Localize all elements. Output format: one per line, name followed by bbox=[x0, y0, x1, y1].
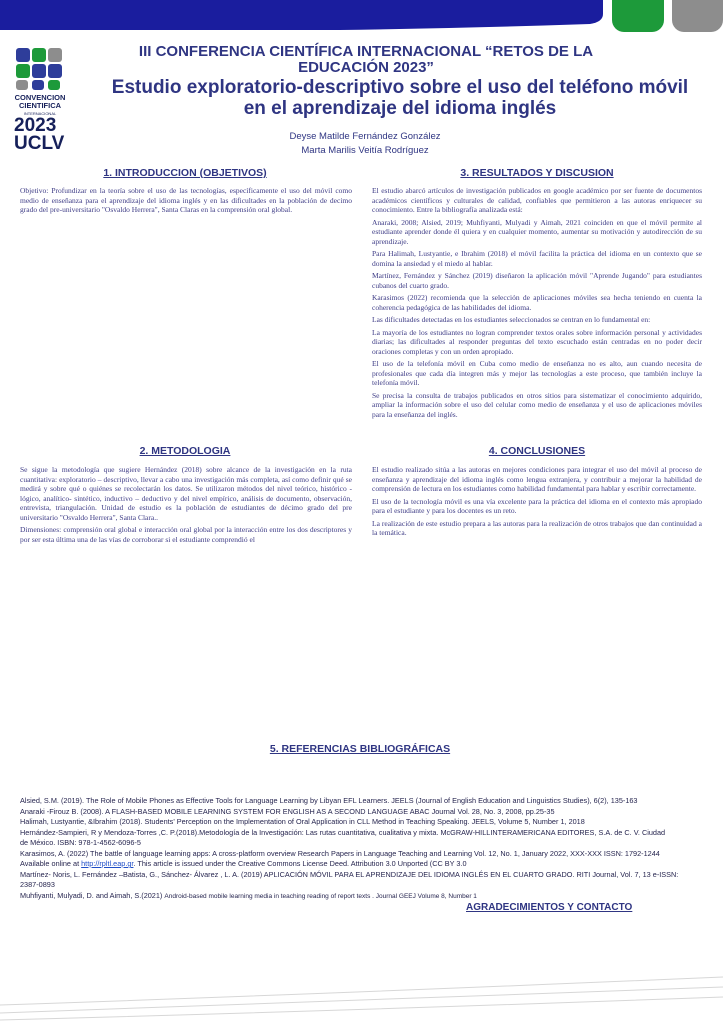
method-heading: 2. METODOLOGIA bbox=[139, 445, 231, 457]
reference-item: Muhfiyanti, Mulyadi, D. and Aimah, S.(2021) Android-based mobile learning media in teaching reading of report texts . Journal GEEJ Volume 8, Number 1 bbox=[20, 890, 477, 900]
reference-item: Karasimos, A. (2022) The battle of language learning apps: A cross-platform overview Research Papers in Language Teaching and Learning Vol. 12, No. 1, January 2022, XXX-XXX ISSN: 1792-1244 bbox=[20, 848, 660, 858]
results-body: El estudio abarcó artículos de investigación publicados en google académico por ser fuente de documentos académicos científicos y culturales de calidad, confiables que permitieron a las autoras enriquecer su conocimiento. Entre la bibliografía analizada está: Anaraki, 2008; Alsied, 2019; Muhfiyanti, Mulyadi y Aimah, 2021 coinciden en que el móvil permite al estudiante aprender donde él quiera y en cualquier momento, aumentar su motivación y autodirección de su aprendizaje. Para Halimah, Lustyantie, e Ibrahim (2018) el móvil facilita la práctica del idioma en un contexto que se domina la ansiedad y el miedo al hablar. Martínez, Fernández y Sánchez (2019) diseñaron la aplicación móvil "Aprende Jugando" para estudiantes cubanos del cuarto grado. Karasimos (2022) recomienda que la selección de aplicaciones móviles sea hecha teniendo en cuenta la coherencia pedagógica de las habilidades del idioma. Las dificultades detectadas en los estudiantes seleccionados se centran en lo fundamental en: La mayoría de los estudiantes no logran comprender textos orales sobre información personal y actividades diarias; las dificultades al responder preguntas del texto escuchado están centradas en no poder decir oraciones completas y con un orden apropiado. El uso de la telefonía móvil en Cuba como medio de enseñanza no es alto, aun cuando necesita de profesionales que cada día integren más y mejor las tecnologías a este proceso, que también incluye la telefonía móvil. Se precisa la consulta de trabajos publicados en otros sitios para sistematizar el conocimiento adquirido, ampliar la información sobre el uso del celular como medio de enseñanza y el uso de aplicaciones móviles para la enseñanza del inglés. bbox=[372, 186, 702, 419]
reference-item: Hernández-Sampieri, R y Mendoza-Torres ,C. P.(2018).Metodología de la Investigación: Las rutas cuantitativa, cualitativa y mixta. McGRAW-HILLINTERAMERICANA EDITORES, S.A. de C. V. Ciudad bbox=[20, 827, 666, 837]
logo-year: 2023 bbox=[14, 115, 57, 136]
author-1: Deyse Matilde Fernández González bbox=[289, 131, 441, 142]
intro-body: Objetivo: Profundizar en la teoría sobre el uso de las tecnologías, específicamente el uso del móvil como medio de enseñanza para el aprendizaje del idioma inglés y en las dificultades en la población de decimo grado del pre-universitario "Osvaldo Herrera", Santa Claras en la comprensión oral global. bbox=[20, 186, 352, 214]
gray-corner-tab bbox=[672, 0, 723, 32]
conclusions-body: El estudio realizado sitúa a las autoras en mejores condiciones para integrar el uso del móvil al proceso de enseñanza y aprendizaje del idioma inglés como lengua extranjera, y contribuir a mejorar la habilidad de comprensión de lectura en los estudiantes como habilidad fundamental para hablar y escribir correctamente. El uso de la tecnología móvil es una vía excelente para la práctica del idioma en el contexto más apropiado para el estudiante y para los docentes es un reto. La realización de este estudio prepara a las autoras para la realización de otros trabajos que dan continuidad a la temática. bbox=[372, 465, 702, 537]
reference-item: Martínez- Noris, L. Fernández –Batista, G., Sánchez- Álvarez , L. A. (2019) APLICACIÓN MÓVIL PARA EL APRENDIZAJE DEL IDIOMA INGLÉS EN EL CUARTO GRADO. RITI Journal, Vol. 7, 13 e-ISSN: bbox=[20, 869, 679, 879]
method-body: Se sigue la metodología que sugiere Hernández (2018) sobre alcance de la investigación en la ruta cuantitativa: exploratorio – descriptivo, llevar a cabo una investigación más completa, así como definir qué se medirá y sobre qué o quiénes se recolectarán los datos. Se utilizaron métodos del nivel teórico, histórico - lógico, analítico- sintético, inductivo – deductivo y del nivel empírico, análisis de documento, observación, entrevista, triangulación. Unidad de estudio es la población de estudiantes de décimo grado del pre universitario "Osvaldo Herrera", Santa Clara.. Dimensiones: comprensión oral global e interacción oral global por la interacción entre los dos descriptores y por ser esta última una de las vías de corroborar si el estudiante comprendió el bbox=[20, 465, 352, 544]
reference-item: Anaraki -Firouz B. (2008). A FLASH-BASED MOBILE LEARNING SYSTEM FOR ENGLISH AS A SECOND LANGUAGE ABAC Journal Vol. 28, No. 3, 2008, pp.25-35 bbox=[20, 806, 555, 816]
reference-item: Halimah, Lustyantie, &Ibrahim (2018). Students' Perception on the Implementation of Oral Application in CLL Method in Teaching Speaking. JEELS, Volume 5, Number 1, 2018 bbox=[20, 817, 585, 826]
green-corner-tab bbox=[612, 0, 664, 32]
poster-title: Estudio exploratorio-descriptivo sobre el uso del teléfono móvil en el aprendizaje del idioma inglés bbox=[111, 77, 689, 119]
acknowledgements-heading: AGRADECIMIENTOS Y CONTACTO bbox=[466, 902, 633, 913]
bottom-decorative-lines bbox=[0, 975, 723, 1024]
conference-logo bbox=[14, 48, 74, 158]
logo-text: CONVENCION CIENTIFICA bbox=[14, 93, 66, 110]
conference-title: III CONFERENCIA CIENTÍFICA INTERNACIONAL “RETOS DE LA EDUCACIÓN 2023” bbox=[138, 43, 594, 76]
logo-uclv: UCLV bbox=[14, 133, 65, 154]
reference-item: de México. ISBN: 978-1-4562-6096-5 bbox=[20, 838, 141, 847]
reference-item: 2387-0893 bbox=[20, 880, 55, 889]
references-heading: 5. REFERENCIAS BIBLIOGRÁFICAS bbox=[269, 743, 451, 755]
reference-item: Alsied, S.M. (2019). The Role of Mobile Phones as Effective Tools for Language Learning by Libyan EFL Learners. JEELS (Journal of English Education and Linguistics Studies), 6(2), 135-163 bbox=[20, 796, 638, 805]
references-list bbox=[20, 796, 700, 902]
conclusions-heading: 4. CONCLUSIONES bbox=[488, 445, 586, 457]
results-heading: 3. RESULTADOS Y DISCUSION bbox=[460, 167, 614, 179]
reference-link[interactable]: http://rpltl.eap.gr bbox=[81, 859, 134, 868]
author-2: Marta Marilis Veitía Rodríguez bbox=[301, 145, 429, 156]
intro-heading: 1. INTRODUCCION (OBJETIVOS) bbox=[103, 167, 267, 179]
authors bbox=[250, 130, 480, 158]
logo-subtext: INTERNACIONAL bbox=[23, 111, 57, 116]
reference-item: Available online at http://rpltl.eap.gr. This article is issued under the Creative Commons License Deed. Attribution 3.0 Unported (CC BY 3.0 bbox=[20, 859, 467, 868]
top-blue-banner bbox=[0, 0, 603, 30]
